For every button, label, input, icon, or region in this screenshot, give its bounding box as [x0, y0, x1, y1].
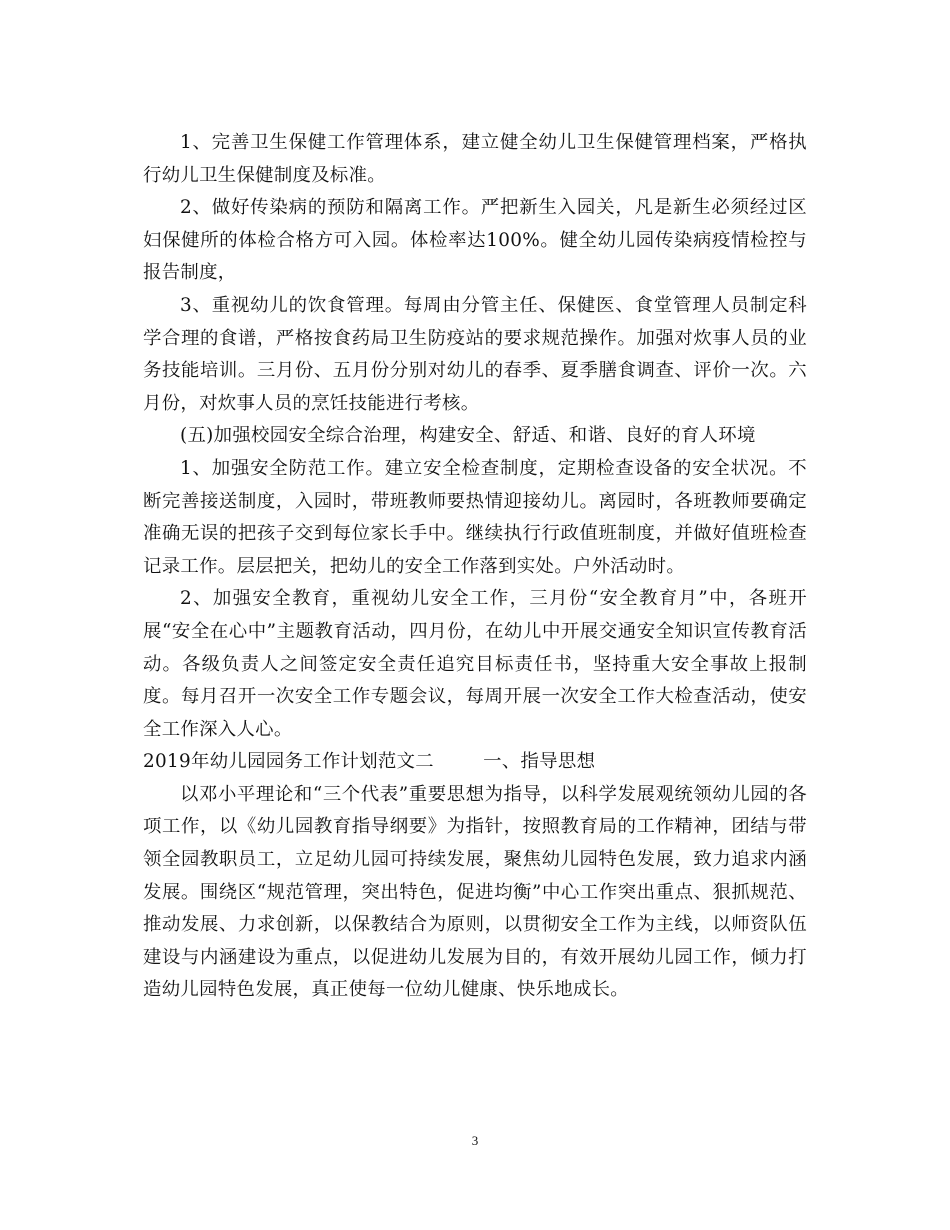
paragraph-guiding-ideology: 以邓小平理论和“三个代表”重要思想为指导，以科学发展观统领幼儿园的各项工作，以《幼儿园教育指导纲要》为指针，按照教育局的工作精神，团结与带领全园教职员工，立足幼儿园可持续发展，聚焦幼儿园特色发展，致力追求内涵发展。围绕区“规范管理，突出特色，促进均衡”中心工作突出重点、狠抓规范、推动发展、力求创新，以保教结合为原则，以贯彻安全工作为主线，以师资队伍建设与内涵建设为重点，以促进幼儿发展为目的，有效开展幼儿园工作，倾力打造幼儿园特色发展，真正使每一位幼儿健康、快乐地成长。 [143, 783, 807, 1001]
page-number: 3 [471, 1133, 479, 1148]
paragraph-safety-education: 2、加强安全教育，重视幼儿安全工作，三月份“安全教育月”中，各班开展“安全在心中”主题教育活动，四月份，在幼儿中开展交通安全知识宣传教育活动。各级负责人之间签定安全责任追究目标责任书，坚持重大安全事故上报制度。每月召开一次安全工作专题会议，每周开展一次安全工作大检查活动，使安全工作深入人心。 [143, 588, 807, 740]
document-body [143, 127, 807, 1007]
document-section-title: 2019年幼儿园园务工作计划范文二 一、指导思想 [143, 751, 596, 773]
paragraph-diet-management: 3、重视幼儿的饮食管理。每周由分管主任、保健医、食堂管理人员制定科学合理的食谱，严格按食药局卫生防疫站的要求规范操作。加强对炊事人员的业务技能培训。三月份、五月份分别对幼儿的春季、夏季膳食调查、评价一次。六月份，对炊事人员的烹饪技能进行考核。 [143, 294, 807, 414]
paragraph-safety-prevention: 1、加强安全防范工作。建立安全检查制度，定期检查设备的安全状况。不断完善接送制度，入园时，带班教师要热情迎接幼儿。离园时，各班教师要确定准确无误的把孩子交到每位家长手中。继续执行行政值班制度，并做好值班检查记录工作。层层把关，把幼儿的安全工作落到实处。户外活动时。 [143, 457, 807, 577]
paragraph-disease-prevention: 2、做好传染病的预防和隔离工作。严把新生入园关，凡是新生必须经过区妇保健所的体检合格方可入园。体检率达100%。健全幼儿园传染病疫情检控与报告制度， [143, 197, 807, 284]
paragraph-health-system: 1、完善卫生保健工作管理体系，建立健全幼儿卫生保健管理档案，严格执行幼儿卫生保健制度及标准。 [143, 132, 807, 186]
section-heading-safety: (五)加强校园安全综合治理，构建安全、舒适、和谐、良好的育人环境 [180, 425, 756, 447]
